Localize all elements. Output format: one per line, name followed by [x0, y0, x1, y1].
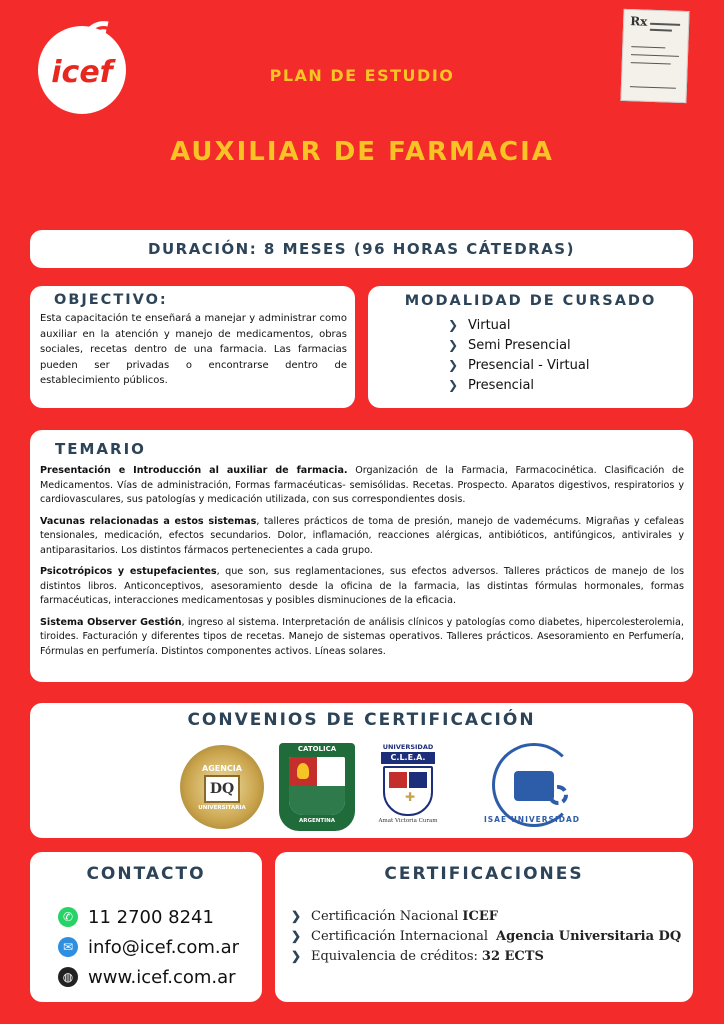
temario-paragraph: Presentación e Introducción al auxiliar de farmacia. Organización de la Farmacia, Farmacocinética. Clasificación de Medicamentos. Vías de administración, Formas farmacéuticas- semisólidas. Recetas. Prospecto. Aparatos digestivos, respiratorios y cardiovasculares, sus patologías y medicación utilizada, con sus correspondientes dosis. — [40, 465, 684, 505]
chevron-right-icon: ❯ — [448, 338, 459, 352]
modality-item: ❯ Semi Presencial — [448, 337, 571, 353]
chevron-right-icon: ❯ — [448, 358, 459, 372]
certification-item: ❯ Certificación Internacional Agencia Universitaria DQ — [291, 928, 682, 944]
temario-heading: TEMARIO — [55, 440, 146, 458]
certifications-card — [275, 852, 693, 1002]
duration-text: DURACIÓN: 8 MESES (96 HORAS CÁTEDRAS) — [148, 240, 575, 258]
prescription-icon — [620, 9, 689, 103]
objective-text: Esta capacitación te enseñará a manejar y administrar como auxiliar en la atención y manejo de medicamentos, obras sociales, recetas dentro de una farmacia. Las farmacias pueden ser privadas o encontrarse dentro de establecimiento públicos. — [40, 313, 347, 386]
contact-card — [30, 852, 262, 1002]
temario-paragraph: Sistema Observer Gestión, ingreso al sistema. Interpretación de análisis clínicos y patologías como diabetes, hipercolesterolemia, tiroides. Facturación y diferentes tipos de recetas. Manejo de sistemas operativos. Talleres prácticos. Asesoramiento en Perfumería, Fórmulas en perfumería. Distintos componentes activos. Líneas solares. — [40, 616, 684, 657]
chevron-right-icon: ❯ — [448, 378, 459, 392]
modality-item: ❯ Presencial - Virtual — [448, 357, 590, 373]
logo-text: icef — [51, 55, 113, 90]
contact-web[interactable]: ◍ www.icef.com.ar — [58, 962, 262, 992]
temario-paragraph: Psicotrópicos y estupefacientes, que son, sus reglamentaciones, sus efectos adversos. Talleres prácticos de manejo de los distintos libros. Anticonceptivos, asesoramiento desde la oficina de la farmacia, las distintas fórmulas hormonales, formas farmacéuticas, interacciones medicamentosas y posibles disminuciones de la eficacia. — [40, 566, 684, 606]
certifications-heading: CERTIFICACIONES — [384, 864, 584, 884]
chevron-right-icon: ❯ — [291, 929, 302, 943]
modality-card — [368, 286, 693, 408]
modality-heading: MODALIDAD DE CURSADO — [404, 293, 657, 309]
rx-tag: Rx — [629, 14, 648, 29]
certification-item: ❯ Equivalencia de créditos: 32 ECTS — [291, 948, 544, 964]
mail-icon: ✉ — [58, 937, 78, 957]
modality-item: ❯ Presencial — [448, 377, 535, 393]
contact-phone[interactable]: ✆ 11 2700 8241 — [58, 902, 262, 932]
isae-seal: ISAE UNIVERSIDAD — [478, 743, 586, 829]
convenios-heading: CONVENIOS DE CERTIFICACIÓN — [187, 710, 536, 730]
globe-icon: ◍ — [58, 967, 78, 987]
whatsapp-icon: ✆ — [58, 907, 78, 927]
plan-label: PLAN DE ESTUDIO — [269, 66, 455, 85]
objective-card — [30, 286, 355, 408]
clea-seal: UNIVERSIDAD C.L.E.A. ✚ Amat Victoria Curam — [378, 743, 438, 824]
objective-heading: OBJECTIVO: — [54, 292, 168, 308]
convenios-card — [30, 703, 693, 838]
modality-item: ❯ Virtual — [448, 317, 511, 333]
page-title: AUXILIAR DE FARMACIA — [170, 137, 554, 167]
chevron-right-icon: ❯ — [291, 909, 302, 923]
dq-seal: AGENCIA DQ UNIVERSITARIA — [180, 745, 264, 829]
temario-card — [30, 430, 693, 682]
contact-heading: CONTACTO — [86, 864, 206, 884]
temario-paragraph: Vacunas relacionadas a estos sistemas, talleres prácticos de toma de presión, manejo de vademécums. Migrañas y cefaleas tensionales, medicación, efectos secundarios. Dolor, inflamación, reacciones alérgicas, antibióticos, antifúngicos, antivirales y antiparasitarios. Los distintos fármacos pertenecientes a cada grupo. — [40, 515, 685, 556]
chevron-right-icon: ❯ — [291, 949, 302, 963]
certification-item: ❯ Certificación Nacional ICEF — [291, 908, 498, 924]
modality-list — [448, 315, 683, 395]
contact-email[interactable]: ✉ info@icef.com.ar — [58, 932, 262, 962]
duration-card — [30, 230, 693, 268]
chevron-right-icon: ❯ — [448, 318, 459, 332]
catolica-seal: CATOLICA ARGENTINA — [279, 743, 355, 831]
